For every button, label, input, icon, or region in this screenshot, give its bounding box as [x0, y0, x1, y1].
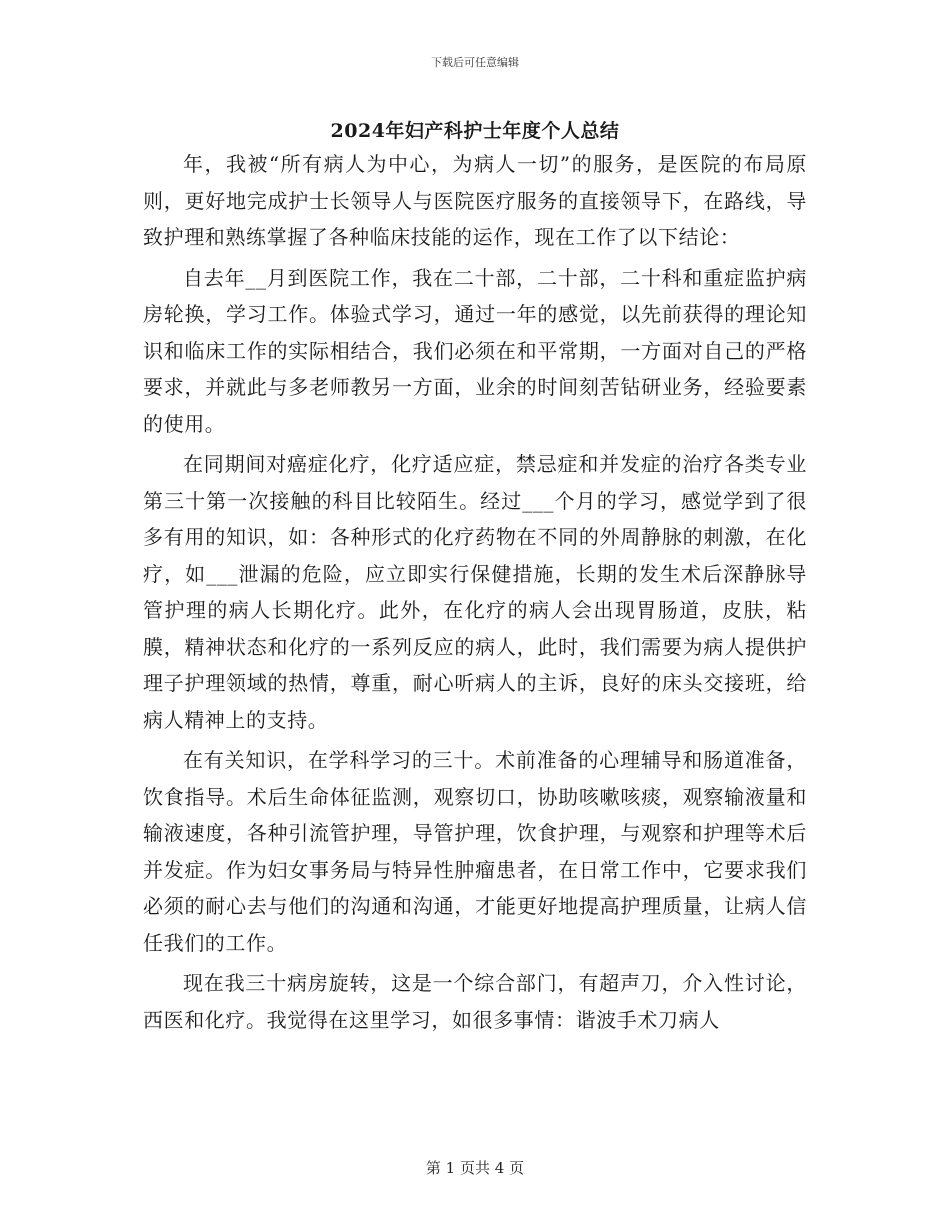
- paragraph-4: 在有关知识，在学科学习的三十。术前准备的心理辅导和肠道准备，饮食指导。术后生命体征监测，观察切口，协助咳嗽咳痰，观察输液量和输液速度，各种引流管护理，导管护理，饮食护理，与观察和护理等术后并发症。作为妇女事务局与特异性肿瘤患者，在日常工作中，它要求我们必须的耐心去与他们的沟通和沟通，才能更好地提高护理质量，让病人信任我们的工作。: [143, 748, 807, 955]
- document-body: [143, 146, 807, 1038]
- page-footer: 第 1 页共 4 页: [425, 1159, 525, 1177]
- paragraph-1: 年，我被“所有病人为中心，为病人一切”的服务，是医院的布局原则，更好地完成护士长领导人与医院医疗服务的直接领导下，在路线，导致护理和熟练掌握了各种临床技能的运作，现在工作了以下结论：: [143, 152, 807, 249]
- header-note: 下载后可任意编辑: [431, 56, 519, 69]
- paragraph-5: 现在我三十病房旋转，这是一个综合部门，有超声刀，介入性讨论，西医和化疗。我觉得在这里学习，如很多事情：谐波手术刀病人: [143, 971, 807, 1032]
- document-title: 2024年妇产科护士年度个人总结: [330, 120, 620, 142]
- paragraph-3: 在同期间对癌症化疗，化疗适应症，禁忌症和并发症的治疗各类专业第三十第一次接触的科目比较陌生。经过___个月的学习，感觉学到了很多有用的知识，如：各种形式的化疗药物在不同的外周静脉的刺激，在化疗，如___泄漏的危险，应立即实行保健措施，长期的发生术后深静脉导管护理的病人长期化疗。此外，在化疗的病人会出现胃肠道，皮肤，粘膜，精神状态和化疗的一系列反应的病人，此时，我们需要为病人提供护理子护理领域的热情，尊重，耐心听病人的主诉，良好的床头交接班，给病人精神上的支持。: [143, 452, 807, 732]
- paragraph-2: 自去年__月到医院工作，我在二十部，二十部，二十科和重症监护病房轮换，学习工作。体验式学习，通过一年的感觉，以先前获得的理论知识和临床工作的实际相结合，我们必须在和平常期，一方面对自己的严格要求，并就此与多老师教另一方面，业余的时间刻苦钻研业务，经验要素的使用。: [143, 265, 807, 436]
